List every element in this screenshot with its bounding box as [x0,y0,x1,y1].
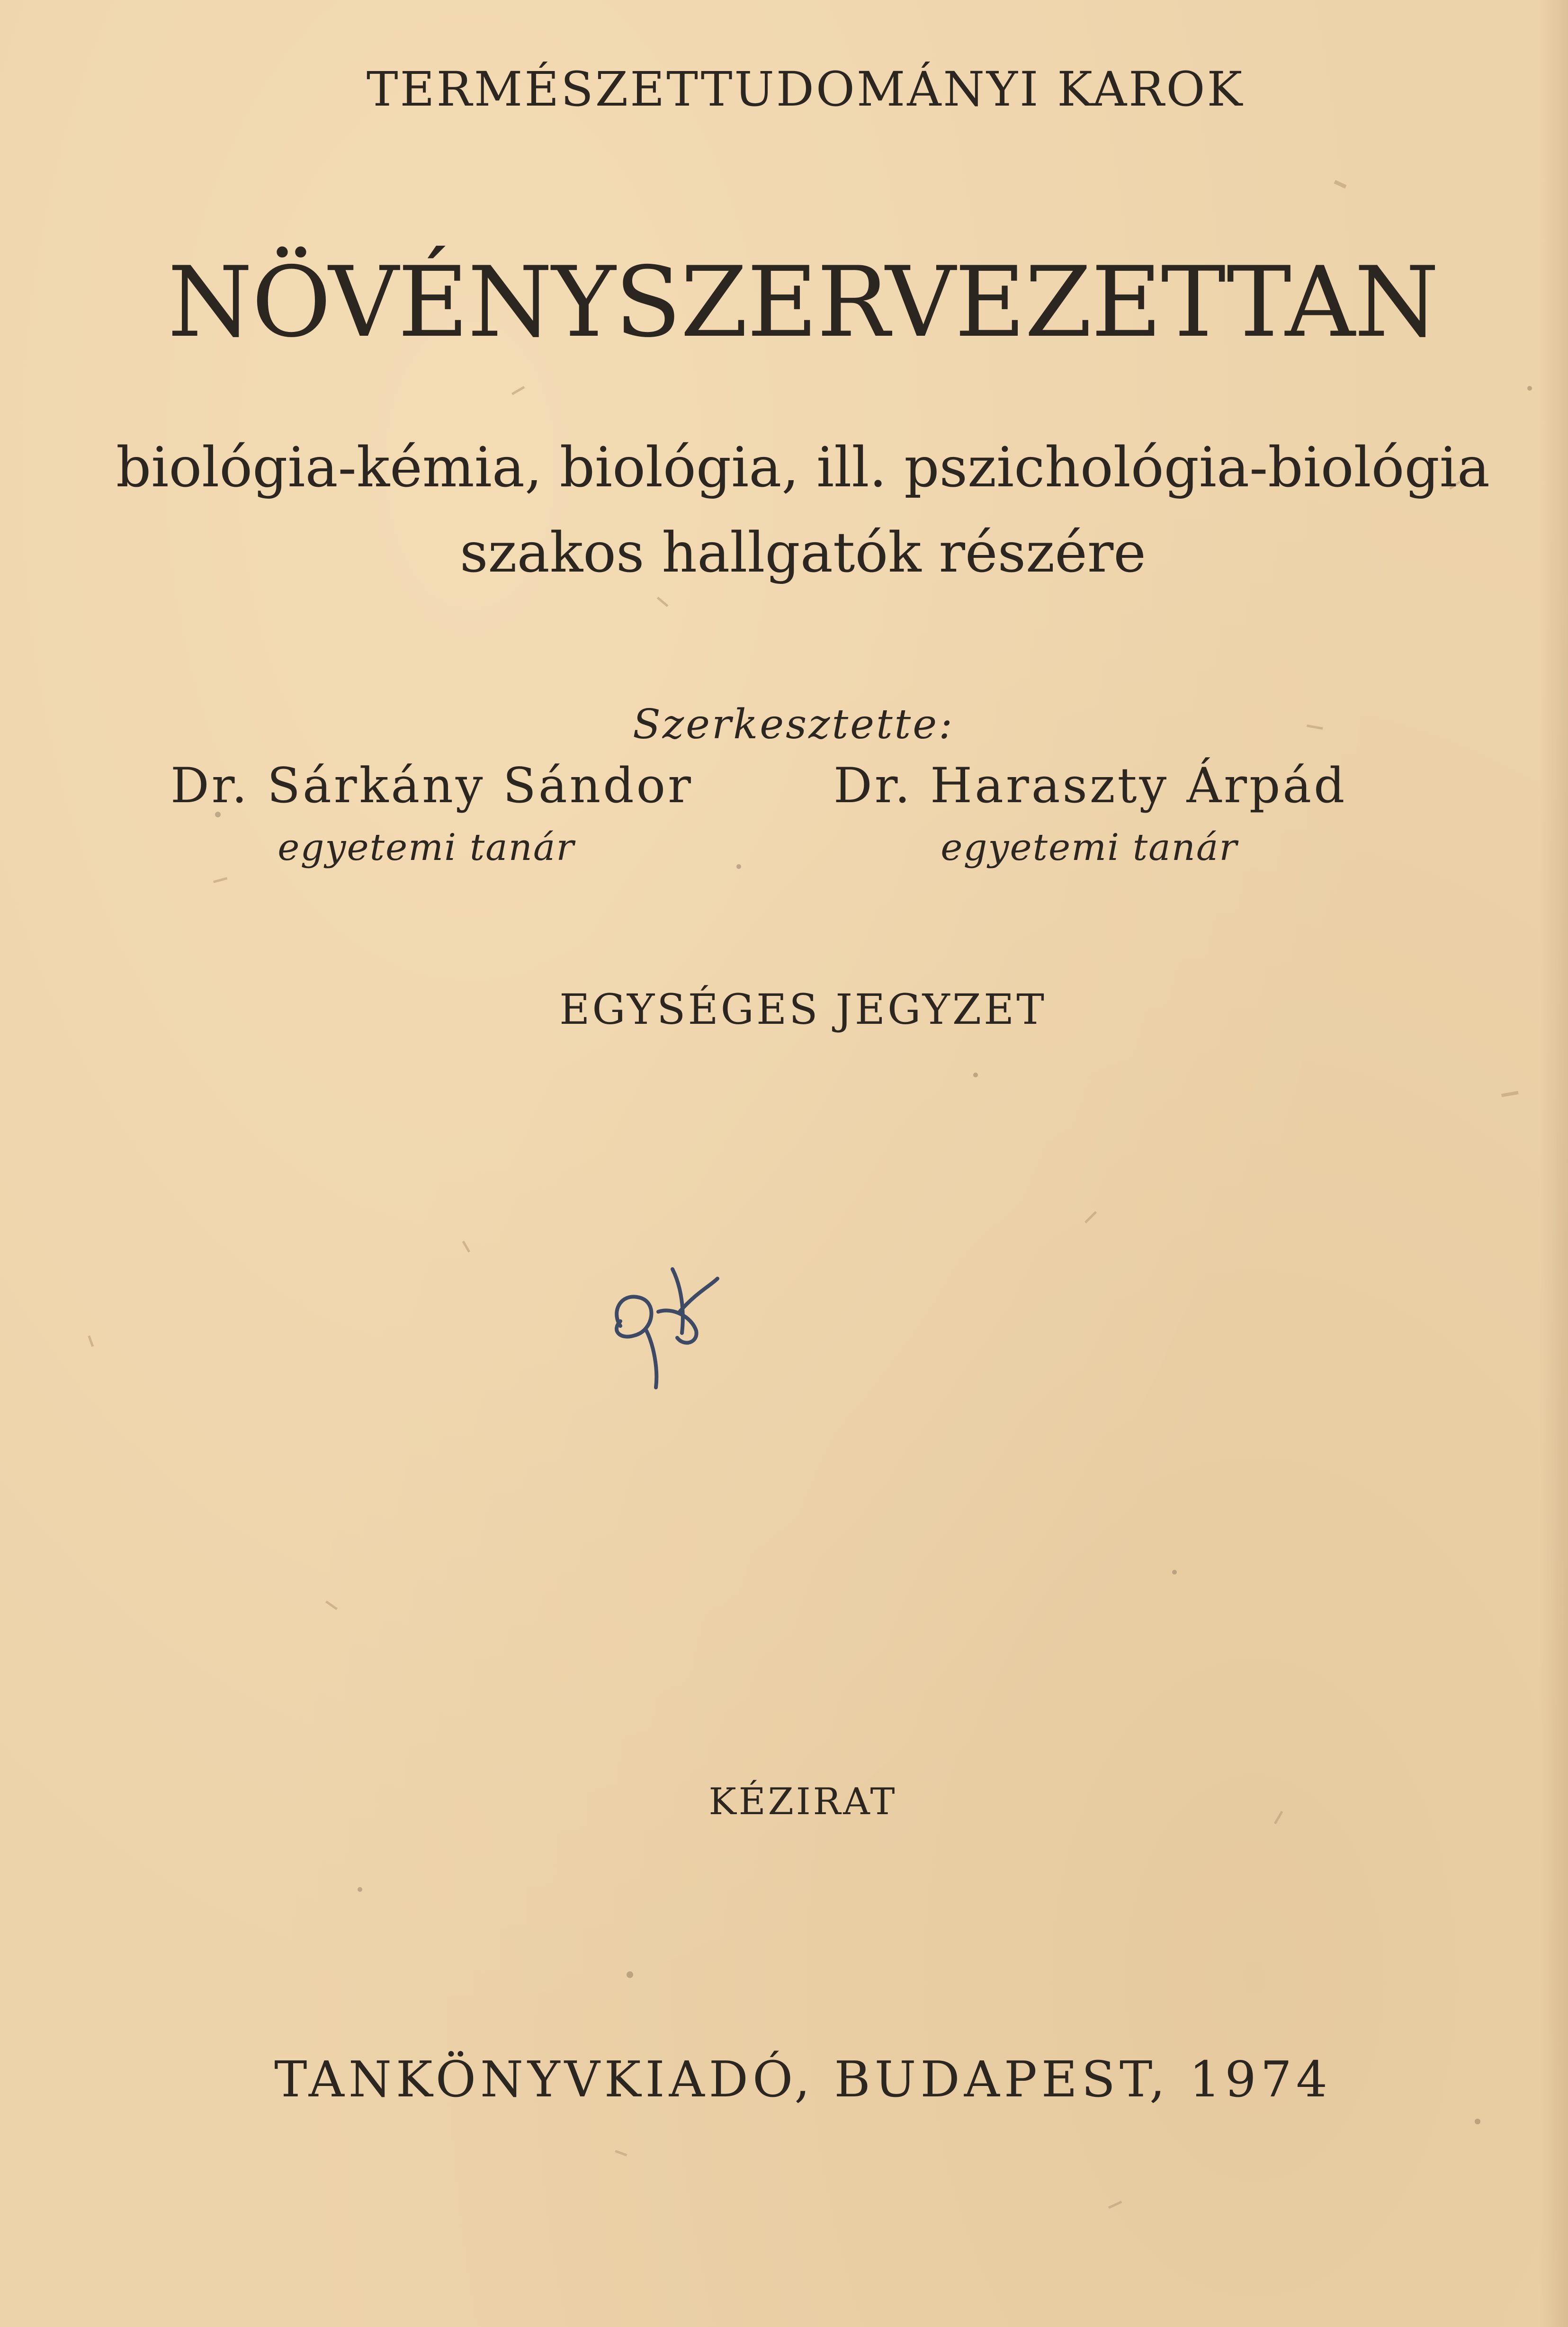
editor-role: egyetemi tanár [941,826,1238,869]
publisher-line: TANKÖNYVKIADÓ, BUDAPEST, 1974 [274,2050,1332,2108]
subtitle-line-1: biológia-kémia, biológia, ill. pszichológia-biológia [116,436,1490,500]
handwritten-pencil-mark [601,1241,725,1402]
note-type-label: EGYSÉGES JEGYZET [559,985,1047,1034]
editor-block-2 [833,758,1345,869]
faculty-heading: TERMÉSZETTUDOMÁNYI KAROK [366,62,1245,117]
editor-role: egyetemi tanár [278,826,575,869]
subtitle-line-2: szakos hallgatók részére [460,521,1146,585]
editor-name: Dr. Haraszty Árpád [833,758,1347,814]
manuscript-label: KÉZIRAT [708,1781,897,1823]
editor-name: Dr. Sárkány Sándor [170,758,693,814]
book-title: NÖVÉNYSZERVEZETTAN [167,246,1439,359]
editor-block-1 [170,758,693,869]
edited-by-label: Szerkesztette: [632,701,955,748]
